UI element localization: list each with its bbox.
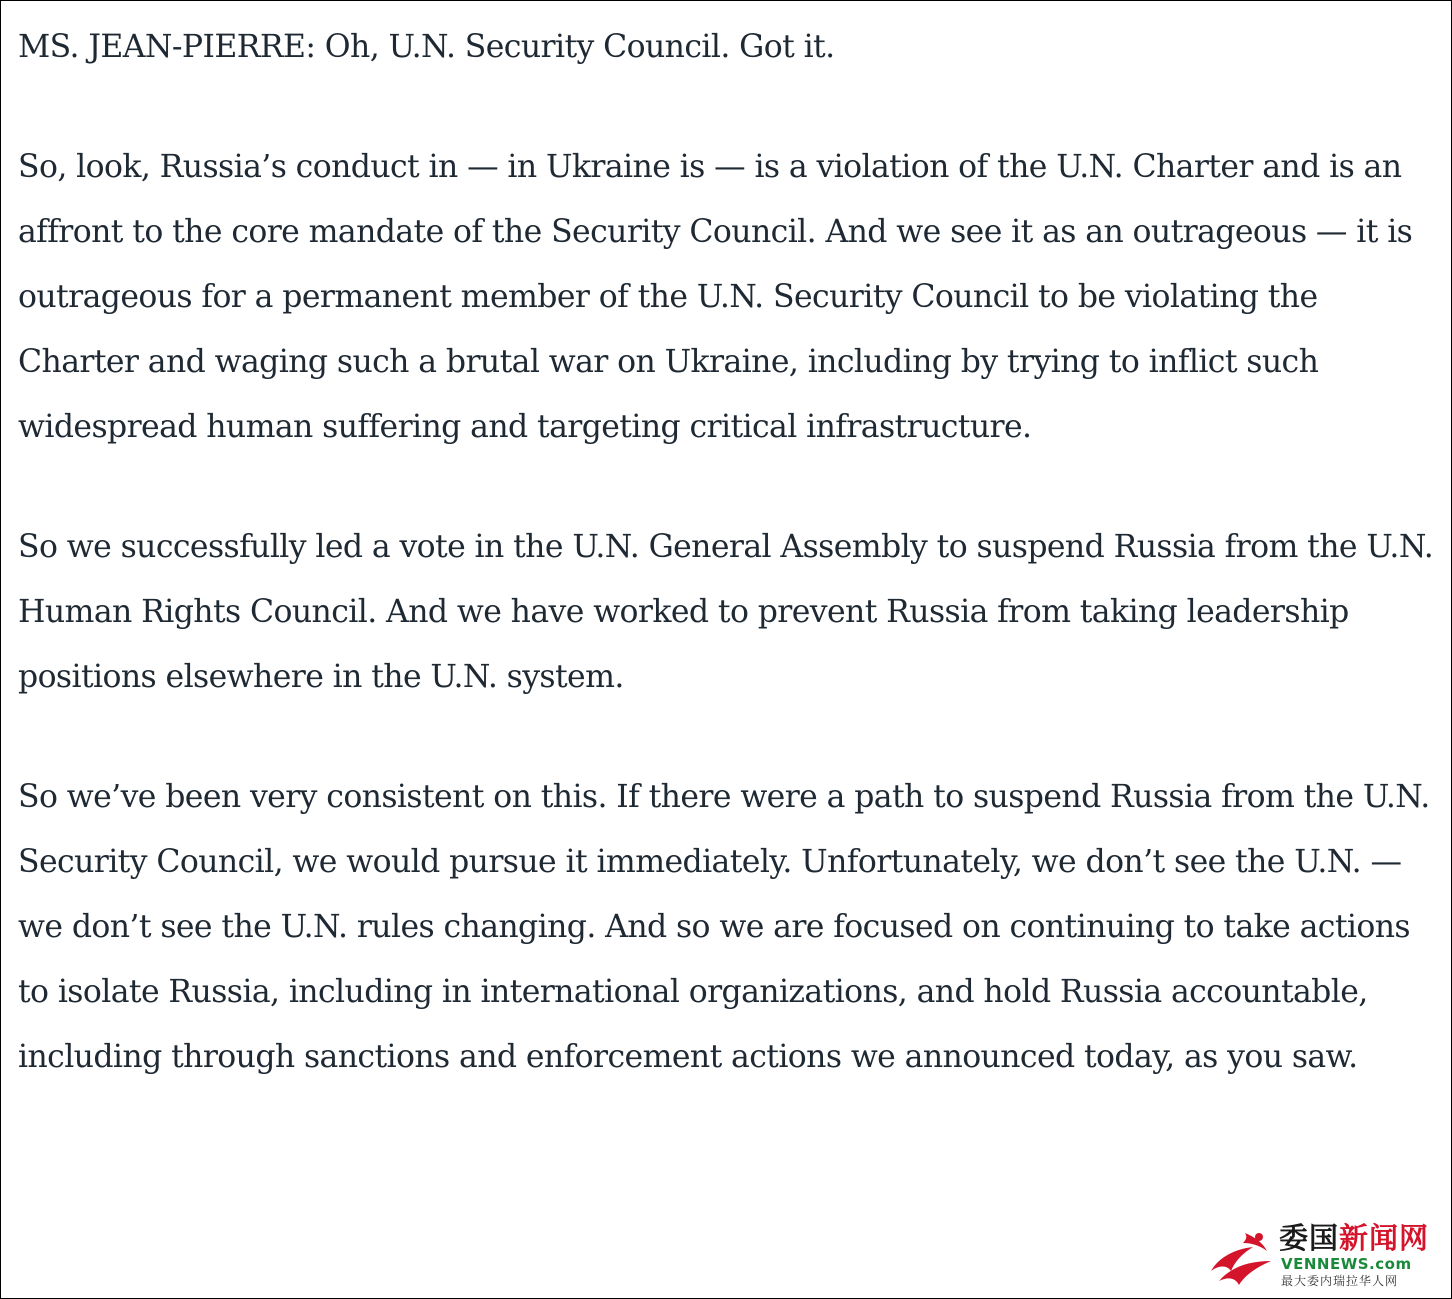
watermark-slogan: 最大委内瑞拉华人网: [1281, 1274, 1399, 1288]
transcript-paragraph-1: MS. JEAN-PIERRE: Oh, U.N. Security Council. Got it.: [18, 29, 835, 65]
watermark-title: [1279, 1221, 1429, 1255]
watermark-title-dark: 委国: [1279, 1221, 1340, 1255]
transcript-paragraph-4: So we’ve been very consistent on this. If there were a path to suspend Russia from the U.N. Security Council, we would pursue it immediately. Unfortunately, we don’t see the U.N. — we don’t see the U.N. rules changing. And so we are focused on continuing to take actions to isolate Russia, including in international organizations, and hold Russia accountable, including through sanctions and enforcement actions we announced today, as you saw.: [18, 779, 1430, 1075]
transcript-body: [18, 15, 1443, 1145]
transcript-paragraph-2: So, look, Russia’s conduct in — in Ukraine is — is a violation of the U.N. Charter and is an affront to the core mandate of the Security Council. And we see it as an outrageous — it is outrageous for a permanent member of the U.N. Security Council to be violating the Charter and waging such a brutal war on Ukraine, including by trying to inflict such widespread human suffering and targeting critical infrastructure.: [18, 149, 1413, 445]
transcript-paragraph-3: So we successfully led a vote in the U.N. General Assembly to suspend Russia from the U.N. Human Rights Council. And we have worked to prevent Russia from taking leadership positions elsewhere in the U.N. system.: [18, 529, 1434, 695]
red-swoosh-logo-icon: [1205, 1227, 1275, 1289]
watermark-site: VENNEWS.com: [1281, 1255, 1412, 1273]
vennews-watermark: [1205, 1221, 1445, 1293]
watermark-title-red: 新闻网: [1339, 1221, 1430, 1255]
